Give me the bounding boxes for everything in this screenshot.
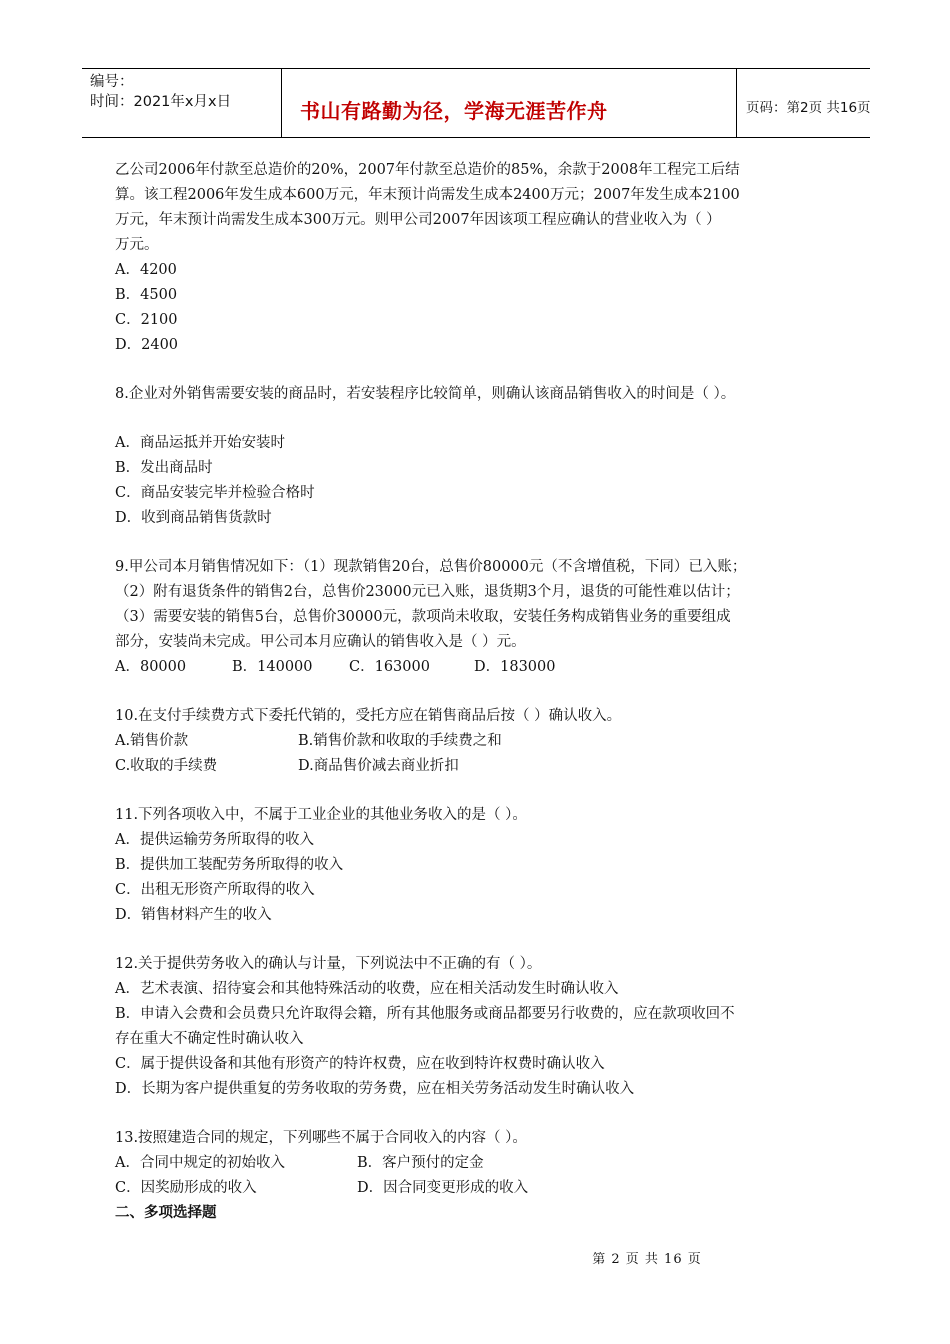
motto: 书山有路勤为径，学海无涯苦作舟 [300, 99, 608, 123]
option-a: A．合同中规定的初始收入 [115, 1155, 285, 1171]
option-d: D．2400 [115, 337, 179, 353]
header-page-cell [737, 69, 870, 137]
option-b: B．4500 [115, 287, 178, 303]
document-body [115, 158, 850, 1226]
question-stem-line: （2）附有退货条件的销售2台，总售价23000元已入账，退货期3个月，退货的可能性难以估计； [115, 584, 740, 600]
question-stem: 11.下列各项收入中，不属于工业企业的其他业务收入的是（ ）。 [115, 807, 527, 823]
option-b-continued: 存在重大不确定性时确认收入 [115, 1031, 304, 1047]
paragraph-line: 乙公司2006年付款至总造价的20%，2007年付款至总造价的85%，余款于2008年工程完工后结 [115, 162, 740, 178]
option-c: C．商品安装完毕并检验合格时 [115, 485, 315, 501]
option-c: C．2100 [115, 312, 178, 328]
footer-page-number: 第 2 页 共 16 页 [592, 1252, 702, 1267]
question-11 [115, 803, 850, 928]
option-b: B．提供加工装配劳务所取得的收入 [115, 857, 344, 873]
options-row [115, 754, 850, 779]
question-stem: 8.企业对外销售需要安装的商品时，若安装程序比较简单，则确认该商品销售收入的时间是（ ）。 [115, 386, 736, 402]
option-d: D．因合同变更形成的收入 [357, 1180, 529, 1196]
question-13 [115, 1126, 850, 1201]
option-d: D.商品售价减去商业折扣 [298, 758, 459, 774]
option-c: C．出租无形资产所取得的收入 [115, 882, 315, 898]
option-b: B．客户预付的定金 [357, 1155, 484, 1171]
question-stem-line: 部分，安装尚未完成。甲公司本月应确认的销售收入是（ ）元。 [115, 634, 526, 650]
question-12 [115, 952, 850, 1102]
number-label: 编号： [90, 74, 134, 90]
option-b: B．140000 [232, 659, 313, 675]
option-a: A．艺术表演、招待宴会和其他特殊活动的收费，应在相关活动发生时确认收入 [115, 981, 619, 997]
option-c: C.收取的手续费 [115, 758, 218, 774]
options-row [115, 655, 850, 680]
option-b: B.销售价款和收取的手续费之和 [298, 733, 502, 749]
question-10 [115, 704, 850, 779]
question-8 [115, 382, 850, 531]
question-7-continued [115, 158, 850, 358]
option-b: B．发出商品时 [115, 460, 213, 476]
paragraph-line: 万元。 [115, 237, 159, 253]
option-a: A．80000 [115, 659, 187, 675]
header-meta [82, 69, 282, 137]
options-row [115, 729, 850, 754]
paragraph-line: 算。该工程2006年发生成本600万元，年末预计尚需发生成本2400万元；2007年发生成本2100 [115, 187, 740, 203]
question-stem-line: （3）需要安装的销售5台，总售价30000元，款项尚未收取，安装任务构成销售业务的重要组成 [115, 609, 731, 625]
option-a: A．商品运抵并开始安装时 [115, 435, 285, 451]
option-a: A．提供运输劳务所取得的收入 [115, 832, 314, 848]
option-a: A．4200 [115, 262, 177, 278]
option-c: C．163000 [349, 659, 430, 675]
question-9 [115, 555, 850, 680]
section-title: 二、多项选择题 [115, 1205, 217, 1221]
options-row [115, 1176, 850, 1201]
question-stem: 12.关于提供劳务收入的确认与计量，下列说法中不正确的有（ ）。 [115, 956, 542, 972]
option-c: C．属于提供设备和其他有形资产的特许权费，应在收到特许权费时确认收入 [115, 1056, 605, 1072]
header-motto-cell [282, 69, 737, 137]
page-footer [0, 1248, 950, 1267]
page-header [82, 68, 870, 138]
option-d: D．183000 [474, 659, 556, 675]
paragraph-line: 万元，年末预计尚需发生成本300万元。则甲公司2007年因该项工程应确认的营业收入为（ ） [115, 212, 721, 228]
option-a: A.销售价款 [115, 733, 189, 749]
option-b: B．申请入会费和会员费只允许取得会籍，所有其他服务或商品都要另行收费的，应在款项收回不 [115, 1006, 735, 1022]
time-label: 时间：2021年x月x日 [90, 94, 232, 110]
option-c: C．因奖励形成的收入 [115, 1180, 257, 1196]
options-row [115, 1151, 850, 1176]
option-d: D．长期为客户提供重复的劳务收取的劳务费，应在相关劳务活动发生时确认收入 [115, 1081, 635, 1097]
page-info: 页码：第2页 共16页 [746, 100, 871, 116]
question-stem-line: 9.甲公司本月销售情况如下：（1）现款销售20台，总售价80000元（不含增值税，下同）已入账； [115, 559, 747, 575]
question-stem: 13.按照建造合同的规定，下列哪些不属于合同收入的内容（ ）。 [115, 1130, 527, 1146]
option-d: D．收到商品销售货款时 [115, 510, 272, 526]
option-d: D．销售材料产生的收入 [115, 907, 272, 923]
question-stem: 10.在支付手续费方式下委托代销的，受托方应在销售商品后按（ ）确认收入。 [115, 708, 622, 724]
